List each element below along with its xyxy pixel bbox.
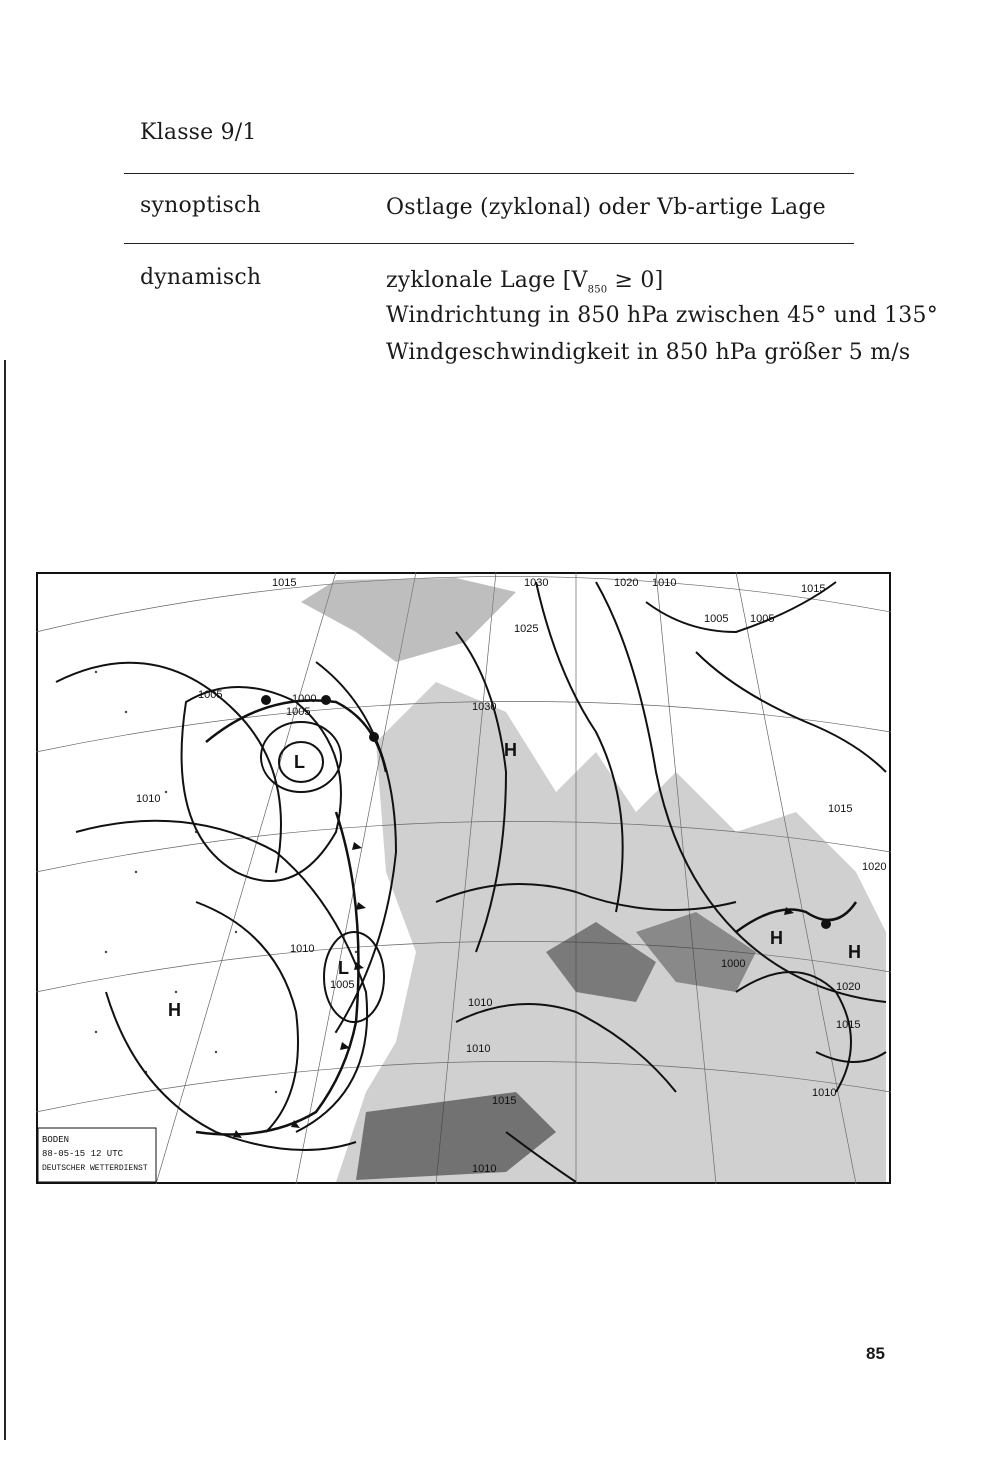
isobar-label: 1030 <box>472 701 497 713</box>
stamp-line-2: 88-05-15 12 UTC <box>42 1149 124 1159</box>
isobar-label: 1005 <box>704 613 729 625</box>
isobar-label: 1010 <box>652 577 677 589</box>
isobar-label: 1000 <box>292 693 317 705</box>
dynamisch-line-1 <box>386 268 663 295</box>
isobar-label: 1020 <box>836 981 861 993</box>
isobar-label: 1025 <box>514 623 539 635</box>
isobar-label: 1005 <box>330 979 355 991</box>
stamp-line-1: BODEN <box>42 1135 70 1145</box>
map-stamp <box>38 1128 156 1182</box>
line1-suffix: ≥ 0] <box>607 268 664 293</box>
isobar-label: 1005 <box>286 706 311 718</box>
row-term-dynamisch: dynamisch <box>140 265 262 290</box>
high-pressure-center: H <box>504 740 517 760</box>
divider-middle <box>124 243 854 244</box>
isobar-label: 1015 <box>492 1095 517 1107</box>
isobar-label: 1010 <box>136 793 161 805</box>
high-pressure-center: H <box>168 1000 181 1020</box>
isobar-label: 1020 <box>614 577 639 589</box>
stamp-line-3: DEUTSCHER WETTERDIENST <box>42 1164 148 1173</box>
low-pressure-center: L <box>294 752 305 772</box>
page-number: 85 <box>866 1344 885 1363</box>
isobar-label: 1000 <box>721 958 746 970</box>
isobar-label: 1010 <box>812 1087 837 1099</box>
dynamisch-line-2: Windrichtung in 850 hPa zwischen 45° und 135° <box>386 303 938 328</box>
isobar-label: 1020 <box>862 861 887 873</box>
isobar-label: 1010 <box>290 943 315 955</box>
class-label: Klasse 9/1 <box>140 120 257 145</box>
high-pressure-center: H <box>770 928 783 948</box>
isobar-label: 1015 <box>836 1019 861 1031</box>
isobar-label: 1010 <box>468 997 493 1009</box>
isobar-label: 1010 <box>466 1043 491 1055</box>
isobar-label: 1015 <box>272 577 297 589</box>
divider-top <box>124 173 854 174</box>
isobar-label: 1005 <box>198 689 223 701</box>
dynamisch-line-3: Windgeschwindigkeit in 850 hPa größer 5 m/s <box>386 340 911 365</box>
line1-subscript: 850 <box>587 284 608 296</box>
weather-map <box>36 572 891 1184</box>
isobar-label: 1005 <box>750 613 775 625</box>
isobar-label: 1010 <box>472 1163 497 1175</box>
isobar-label: 1015 <box>801 583 826 595</box>
isobar-label: 1030 <box>524 577 549 589</box>
row-term-synoptisch: synoptisch <box>140 193 261 218</box>
line1-prefix: zyklonale Lage [V <box>386 268 588 293</box>
high-pressure-center: H <box>848 942 861 962</box>
row-definition-synoptisch: Ostlage (zyklonal) oder Vb-artige Lage <box>386 195 826 220</box>
low-pressure-center: L <box>338 958 349 978</box>
scan-edge-mark <box>4 360 6 1440</box>
isobar-label: 1015 <box>828 803 853 815</box>
